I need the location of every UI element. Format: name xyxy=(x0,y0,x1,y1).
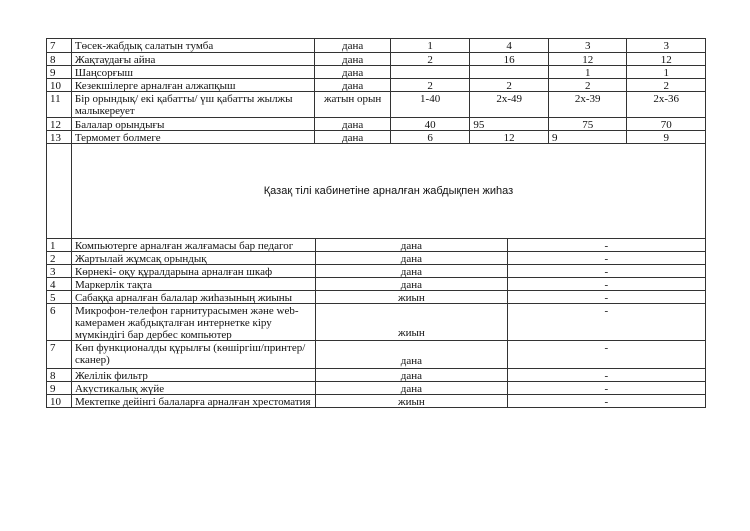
row-number: 4 xyxy=(50,279,56,290)
value-cell: 70 xyxy=(626,118,705,130)
table-row xyxy=(47,340,705,368)
value-cell: 75 xyxy=(548,118,627,130)
item-unit: жиын xyxy=(315,291,506,303)
table-row xyxy=(47,264,705,277)
row-number: 9 xyxy=(50,67,56,78)
item-unit: дана xyxy=(315,252,506,264)
table-row xyxy=(47,251,705,264)
value-cell: 2х-39 xyxy=(548,92,627,117)
value-cell: - xyxy=(507,341,705,368)
row-number: 6 xyxy=(50,305,56,317)
item-unit: дана xyxy=(315,341,506,368)
item-name: Көп функционалды құрылғы (көшіргіш/принтер/сканер) xyxy=(71,341,315,368)
table-row xyxy=(47,238,705,251)
item-unit: дана xyxy=(315,265,506,277)
item-unit: жиын xyxy=(315,395,506,407)
table-row xyxy=(47,381,705,394)
value-cell: 9 xyxy=(626,131,705,143)
value-cell: 2х-49 xyxy=(469,92,548,117)
row-number: 3 xyxy=(50,266,56,277)
row-number: 11 xyxy=(50,93,61,105)
value-cell: 1-40 xyxy=(390,92,470,117)
value-cell: 4 xyxy=(469,39,548,52)
item-unit: дана xyxy=(314,53,390,65)
value-cell: - xyxy=(507,265,705,277)
item-name: Микрофон-телефон гарнитурасымен және web-камерамен жабдықталған интернетке кіру мүмкіндігі бар дербес компьютер xyxy=(71,304,315,340)
row-number: 8 xyxy=(50,54,56,65)
item-name: Термомет болмеге xyxy=(71,131,314,143)
item-unit: жиын xyxy=(315,304,506,340)
value-cell: 40 xyxy=(390,118,470,130)
item-name: Бір орындық/ екі қабатты/ үш қабатты жылжы малыкереует xyxy=(71,92,314,117)
row-number: 13 xyxy=(50,132,61,143)
item-name: Жартылай жұмсақ орындық xyxy=(71,252,315,264)
item-name: Балалар орындығы xyxy=(71,118,314,130)
item-name: Жақтаудағы айна xyxy=(71,53,314,65)
item-name: Сабаққа арналған балалар жиһазының жиыны xyxy=(71,291,315,303)
item-unit: дана xyxy=(315,382,506,394)
item-unit: дана xyxy=(314,131,390,143)
value-cell: 6 xyxy=(390,131,470,143)
row-number: 10 xyxy=(50,396,61,407)
row-number: 9 xyxy=(50,383,56,394)
row-number: 12 xyxy=(50,119,61,130)
item-name: Мектепке дейінгі балаларға арналған хрестоматия xyxy=(71,395,315,407)
section-title-row xyxy=(47,143,705,238)
row-number: 7 xyxy=(50,40,56,52)
value-cell: 2 xyxy=(390,79,470,91)
table-row xyxy=(47,78,705,91)
value-cell: - xyxy=(507,239,705,251)
item-unit: дана xyxy=(315,239,506,251)
row-number: 5 xyxy=(50,292,56,303)
value-cell: - xyxy=(507,304,705,340)
value-cell: - xyxy=(507,382,705,394)
value-cell: - xyxy=(507,291,705,303)
table-row xyxy=(47,130,705,143)
item-unit: дана xyxy=(314,118,390,130)
section-title: Қазақ тілі кабинетіне арналған жабдықпен жиһаз xyxy=(71,144,705,238)
table-row xyxy=(47,277,705,290)
item-name: Компьютерге арналған жалғамасы бар педагог xyxy=(71,239,315,251)
item-name: Маркерлік тақта xyxy=(71,278,315,290)
value-cell: - xyxy=(507,252,705,264)
table-row xyxy=(47,65,705,78)
value-cell: 12 xyxy=(548,53,627,65)
row-number: 10 xyxy=(50,80,61,91)
table-row xyxy=(47,52,705,65)
row-number: 1 xyxy=(50,240,56,251)
item-unit: дана xyxy=(315,278,506,290)
item-name: Көрнекі- оқу құралдарына арналған шкаф xyxy=(71,265,315,277)
item-name: Төсек-жабдық салатын тумба xyxy=(71,39,314,52)
row-number: 8 xyxy=(50,370,56,381)
value-cell: 2 xyxy=(390,53,470,65)
value-cell: - xyxy=(507,369,705,381)
item-unit: дана xyxy=(314,79,390,91)
item-name: Кезекшілерге арналған алжапқыш xyxy=(71,79,314,91)
value-cell: 2 xyxy=(626,79,705,91)
value-cell xyxy=(390,66,470,78)
item-unit: дана xyxy=(315,369,506,381)
empty-cell xyxy=(47,144,71,238)
equipment-table xyxy=(46,38,706,408)
table-row xyxy=(47,303,705,340)
value-cell: 1 xyxy=(626,66,705,78)
table-row xyxy=(47,290,705,303)
item-name: Акустикалық жүйе xyxy=(71,382,315,394)
value-cell: 2х-36 xyxy=(626,92,705,117)
table-row xyxy=(47,117,705,130)
value-cell: 1 xyxy=(548,66,627,78)
value-cell: 3 xyxy=(626,39,705,52)
table-row xyxy=(47,394,705,407)
value-cell: - xyxy=(507,395,705,407)
row-number: 2 xyxy=(50,253,56,264)
item-unit: жатын орын xyxy=(314,92,390,117)
value-cell: 9 xyxy=(548,131,627,143)
value-cell: 16 xyxy=(469,53,548,65)
item-unit: дана xyxy=(314,66,390,78)
row-number: 7 xyxy=(50,342,56,354)
value-cell: 3 xyxy=(548,39,627,52)
value-cell: 12 xyxy=(626,53,705,65)
value-cell: 95 xyxy=(469,118,548,130)
value-cell xyxy=(469,66,548,78)
value-cell: - xyxy=(507,278,705,290)
value-cell: 1 xyxy=(390,39,470,52)
table-row xyxy=(47,91,705,117)
table-row xyxy=(47,368,705,381)
table-row xyxy=(47,39,705,52)
value-cell: 2 xyxy=(469,79,548,91)
item-name: Желілік фильтр xyxy=(71,369,315,381)
item-name: Шаңсорғыш xyxy=(71,66,314,78)
value-cell: 12 xyxy=(469,131,548,143)
value-cell: 2 xyxy=(548,79,627,91)
item-unit: дана xyxy=(314,39,390,52)
